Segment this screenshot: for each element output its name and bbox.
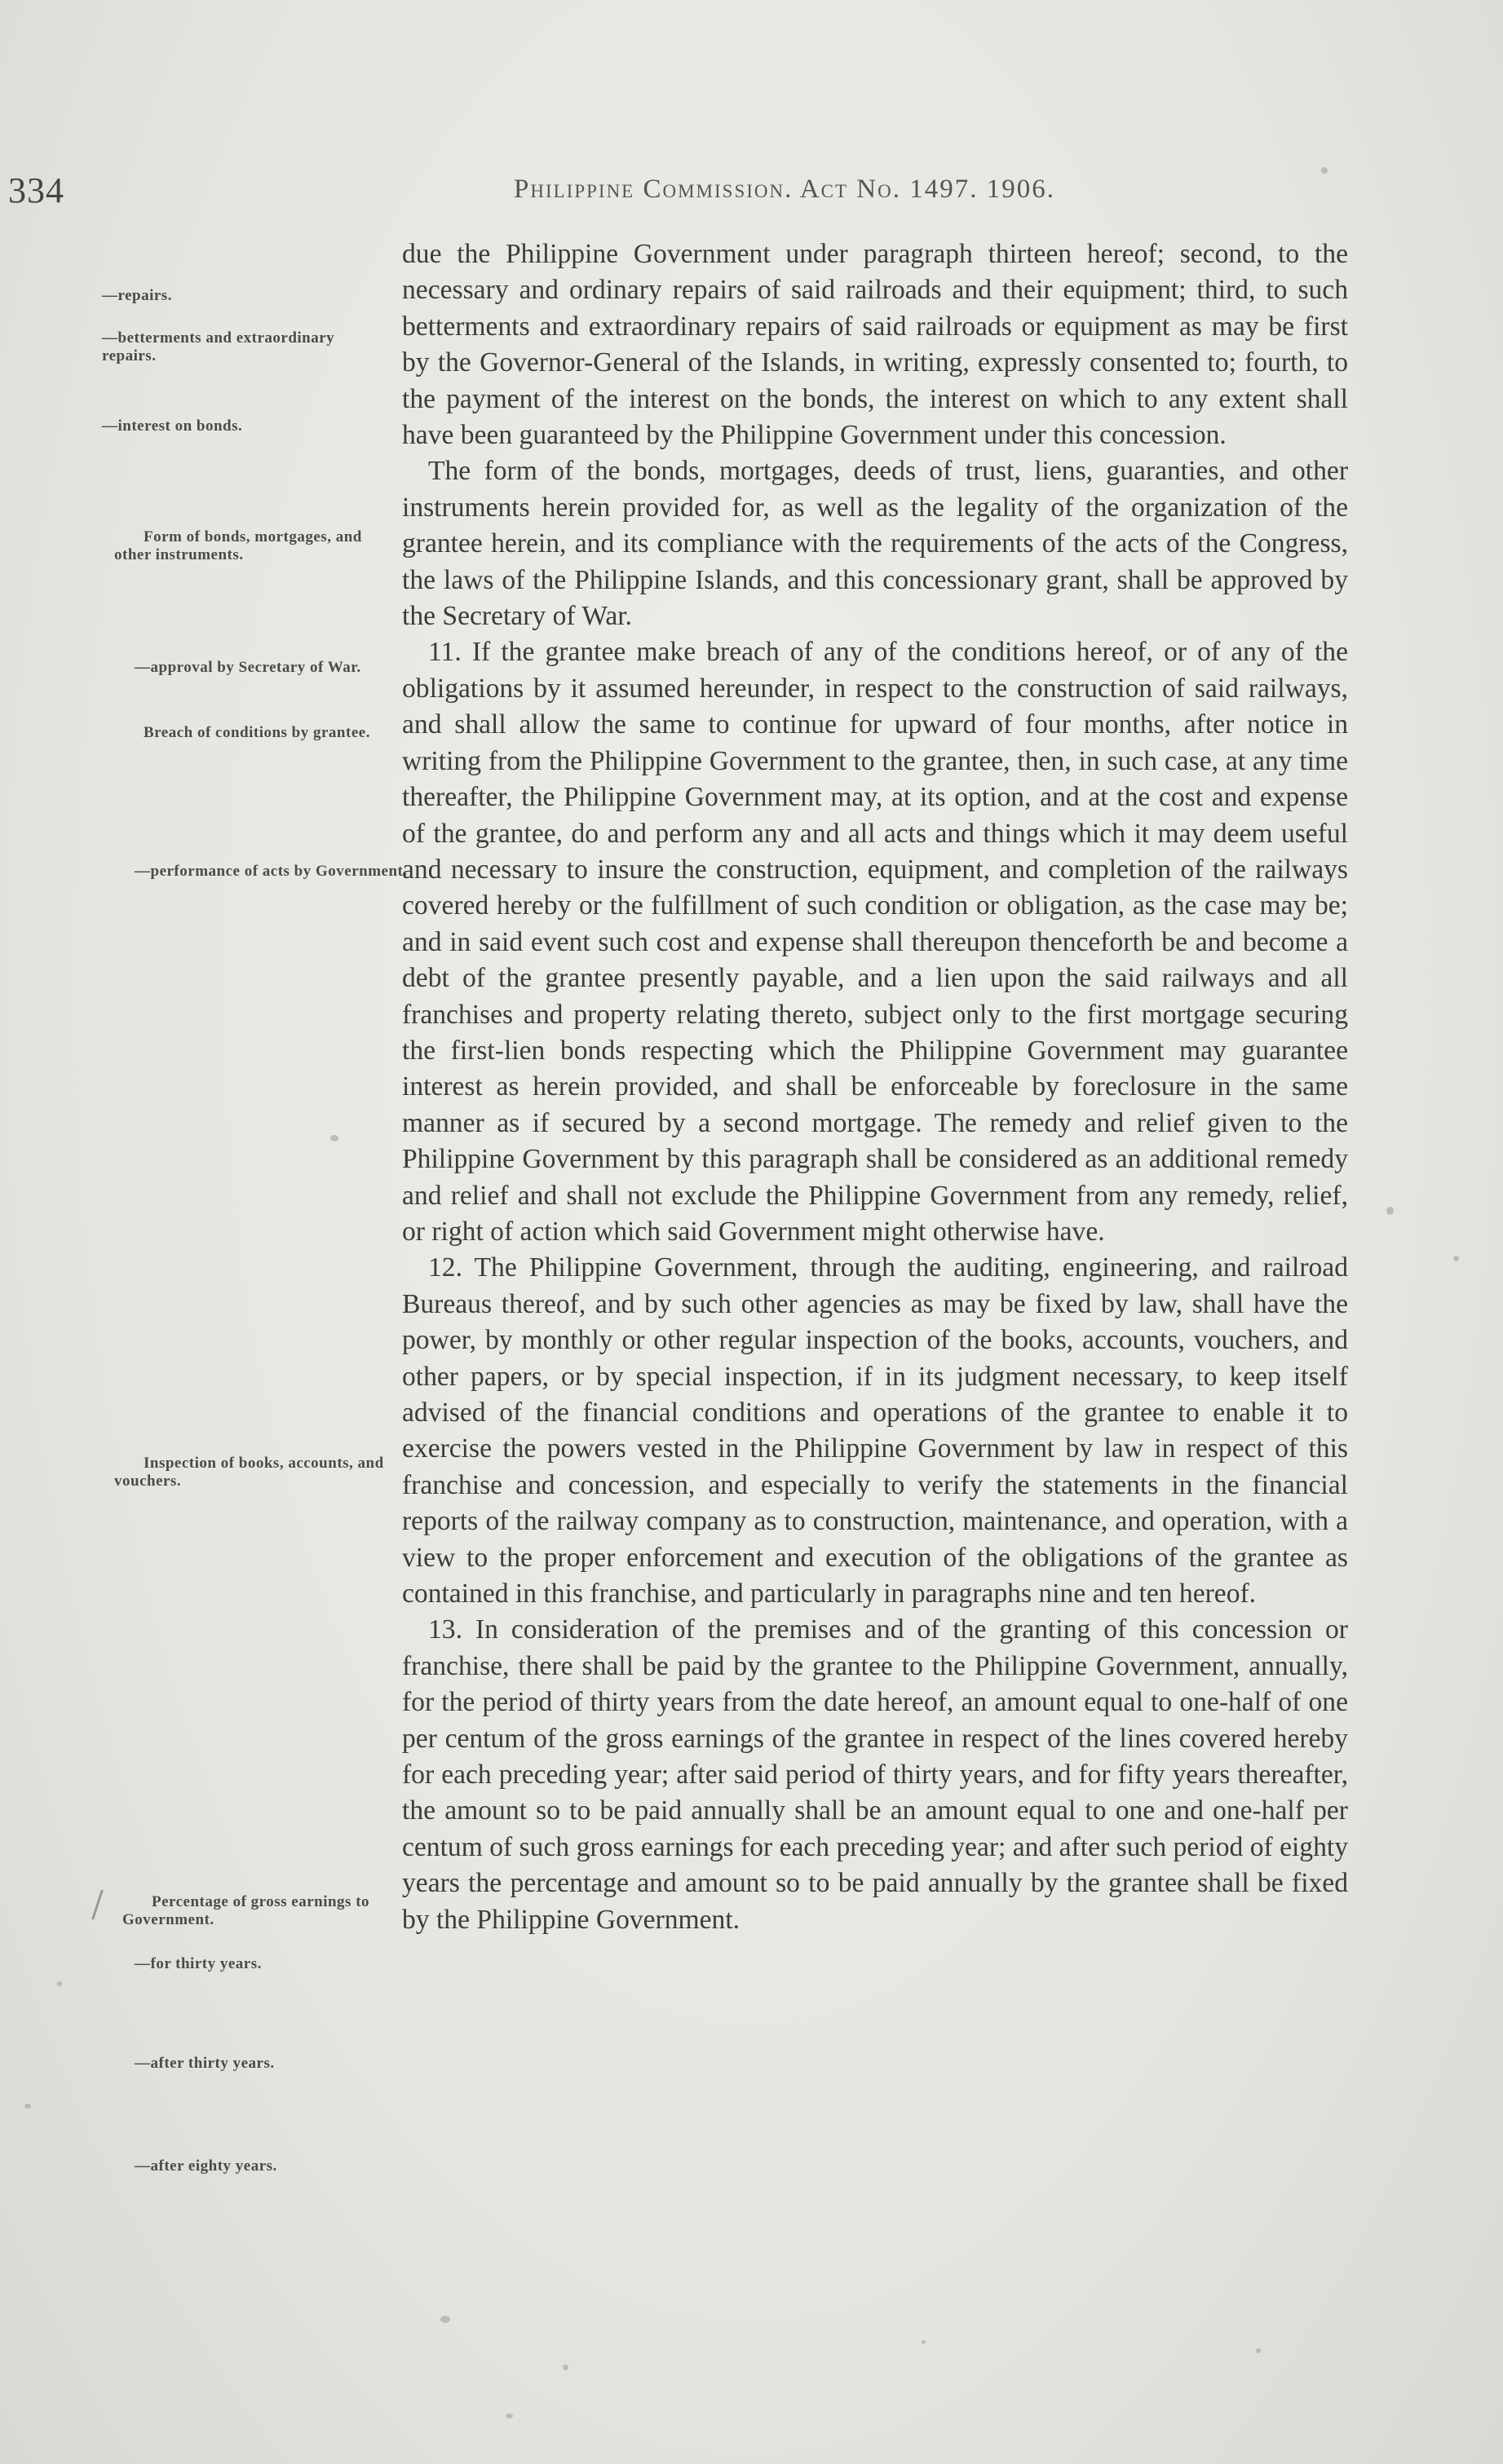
margin-note-for-thirty-years: —for thirty years. bbox=[135, 1955, 262, 1972]
margin-note-performance-of-acts: —performance of acts by Government. bbox=[135, 863, 408, 880]
scan-speck bbox=[1256, 2348, 1261, 2353]
scan-speck bbox=[1453, 1256, 1459, 1261]
running-head: Philippine Commission. Act No. 1497. 1906. bbox=[514, 174, 1055, 204]
scan-speck bbox=[330, 1135, 338, 1141]
margin-note-after-eighty-years: —after eighty years. bbox=[135, 2157, 277, 2175]
page-number: 334 bbox=[8, 170, 64, 210]
margin-note-after-thirty-years: —after thirty years. bbox=[135, 2055, 275, 2072]
body-text bbox=[402, 236, 1348, 1938]
paragraph-form-of-bonds: The form of the bonds, mortgages, deeds of trust, liens, guaranties, and other instruments herein provided for, as well as the legality of the organization of the grantee herein, and its compliance with the requirements of the acts of the Congress, the laws of the Philippine Islands, and this concessionary grant, shall be approved by the Secretary of War. bbox=[402, 456, 1348, 632]
margin-note-interest-on-bonds: —interest on bonds. bbox=[102, 417, 243, 435]
margin-note-betterments: —betterments and extraordinary repairs. bbox=[102, 329, 335, 364]
paragraph-12: 12. The Philippine Government, through the auditing, engineering, and railroad Bureaus thereof, and by such other agencies as may be fixed by law, shall have the power, by monthly or other regular inspection of the books, accounts, vouchers, and other papers, or by special inspection, if in its judgment necessary, to keep itself advised of the financial conditions and operations of the grantee to enable it to exercise the powers vested in the Philippine Government by law in respect of this franchise and concession, and especially to verify the statements in the financial reports of the railway company as to construction, maintenance, and operation, with a view to the proper enforcement and execution of the obligations of the grantee as contained in this franchise, and particularly in paragraphs nine and ten hereof. bbox=[402, 1252, 1348, 1610]
margin-note-inspection-of-books: Inspection of books, accounts, and vouchers. bbox=[114, 1455, 384, 1490]
margin-note-percentage-of-gross-earnings: Percentage of gross earnings to Government. bbox=[122, 1893, 370, 1928]
scan-speck bbox=[57, 1981, 62, 1986]
handwritten-checkmark bbox=[91, 1890, 123, 1919]
scan-speck bbox=[922, 2340, 926, 2344]
scan-speck bbox=[1321, 167, 1328, 174]
page-header bbox=[0, 170, 1503, 219]
scan-speck bbox=[1386, 1207, 1394, 1215]
paragraph-continuation: due the Philippine Government under paragraph thirteen hereof; second, to the necessary and ordinary repairs of said railroads and their equipment; third, to such betterments and extraordinary repairs of said railroads or equipment as may be first by the Governor-General of the Islands, in writing, expressly consented to; fourth, to the payment of the interest on the bonds, the interest on which to any extent shall have been guaranteed by the Philippine Government under this concession. bbox=[402, 239, 1348, 451]
paragraph-13: 13. In consideration of the premises and of the granting of this concession or franchise, there shall be paid by the grantee to the Philippine Government, annually, for the period of thirty years from the date hereof, an amount equal to one-half of one per centum of the gross earnings of the grantee in respect of the lines covered hereby for each preceding year; after said period of thirty years, and for fifty years thereafter, the amount so to be paid annually shall be an amount equal to one and one-half per centum of such gross earnings for each preceding year; and after such period of eighty years the percentage and amount so to be paid annually by the grantee shall be fixed by the Philippine Government. bbox=[402, 1614, 1348, 1935]
paragraph-11: 11. If the grantee make breach of any of the conditions hereof, or of any of the obligations by it assumed hereunder, in respect to the construction of said railways, and shall allow the same to continue for upward of four months, after notice in writing from the Philippine Government to the grantee, then, in such case, at any time thereafter, the Philippine Government may, at its option, and at the cost and expense of the grantee, do and perform any and all acts and things which it may deem useful and necessary to insure the construction, equipment, and completion of the railways covered hereby or the fulfillment of such condition or obligation, as the case may be; and in said event such cost and expense shall thereupon thenceforth be and become a debt of the grantee presently payable, and a lien upon the said railways and all franchises and property relating thereto, subject only to the first mortgage securing the first-lien bonds respecting which the Philippine Government may guarantee interest as herein provided, and shall be enforceable by foreclosure in the same manner as if secured by a second mortgage. The remedy and relief given to the Philippine Government by this paragraph shall be considered as an additional remedy and relief and shall not exclude the Philippine Government from any remedy, relief, or right of action which said Government might otherwise have. bbox=[402, 637, 1348, 1247]
margin-note-breach-of-conditions: Breach of conditions by grantee. bbox=[144, 724, 370, 741]
scan-speck bbox=[440, 2316, 450, 2323]
scan-speck bbox=[506, 2413, 513, 2418]
margin-note-form-of-bonds: Form of bonds, mortgages, and other instruments. bbox=[114, 528, 362, 563]
scan-speck bbox=[24, 2104, 31, 2109]
scan-speck bbox=[563, 2365, 568, 2370]
margin-note-approval-secretary-of-war: —approval by Secretary of War. bbox=[135, 659, 361, 676]
margin-note-repairs: —repairs. bbox=[102, 287, 172, 304]
